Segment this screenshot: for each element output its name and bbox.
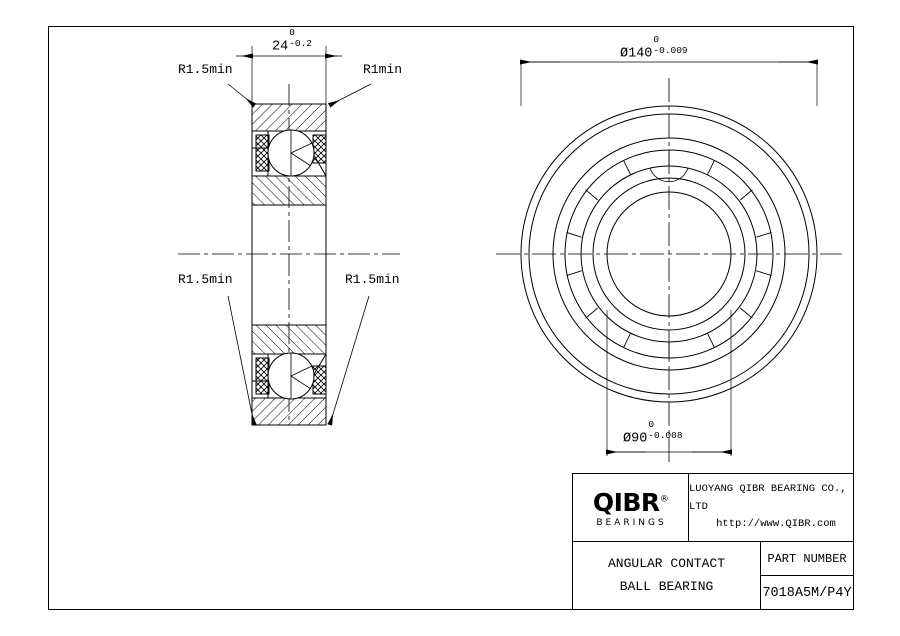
dimension-bore-lower: -0.008 — [648, 429, 683, 441]
section-view — [178, 84, 400, 425]
company-info — [689, 481, 853, 535]
title-block-body — [573, 542, 853, 610]
dimension-od-upper: 0 — [653, 34, 660, 45]
label-r1-top-right: R1min — [363, 62, 403, 77]
company-name: LUOYANG QIBR BEARING CO., LTD — [689, 482, 847, 513]
label-r15-bottom-left: R1.5min — [178, 272, 233, 287]
diameter-symbol-bore: Ø — [623, 431, 632, 447]
dimension-outer-diameter — [620, 34, 688, 62]
front-view — [496, 78, 842, 462]
title-block — [572, 473, 854, 610]
dimension-width — [272, 27, 313, 55]
dimension-od-lower: -0.009 — [653, 44, 688, 56]
logo-wordmark: QIBR — [592, 487, 660, 517]
title-block-header — [573, 474, 853, 542]
dimension-bore-diameter — [623, 419, 683, 447]
part-number-cell — [761, 542, 853, 610]
dimension-od-value: 140 — [628, 46, 653, 62]
logo-subtitle: BEARINGS — [596, 517, 667, 528]
company-website[interactable]: http://www.QIBR.com — [716, 518, 836, 531]
bearing-type-line2: BALL BEARING — [619, 579, 714, 594]
dimension-width-value: 24 — [272, 39, 289, 55]
part-number-label: PART NUMBER — [761, 542, 853, 576]
company-logo — [573, 474, 689, 541]
registered-trademark-icon: ® — [659, 494, 669, 505]
dimension-bore-value: 90 — [631, 431, 648, 447]
logo-text — [592, 487, 669, 517]
label-r15-bottom-right: R1.5min — [345, 272, 400, 287]
bearing-type — [573, 542, 761, 610]
part-number-value: 7018A5M/P4Y — [762, 585, 852, 601]
bearing-type-line1: ANGULAR CONTACT — [607, 556, 726, 572]
label-r15-top-left: R1.5min — [178, 62, 233, 77]
dimension-width-lower: -0.2 — [289, 37, 313, 49]
dimension-bore-upper: 0 — [648, 419, 655, 430]
diameter-symbol-od: Ø — [620, 46, 629, 62]
dimension-width-upper: 0 — [289, 27, 295, 38]
